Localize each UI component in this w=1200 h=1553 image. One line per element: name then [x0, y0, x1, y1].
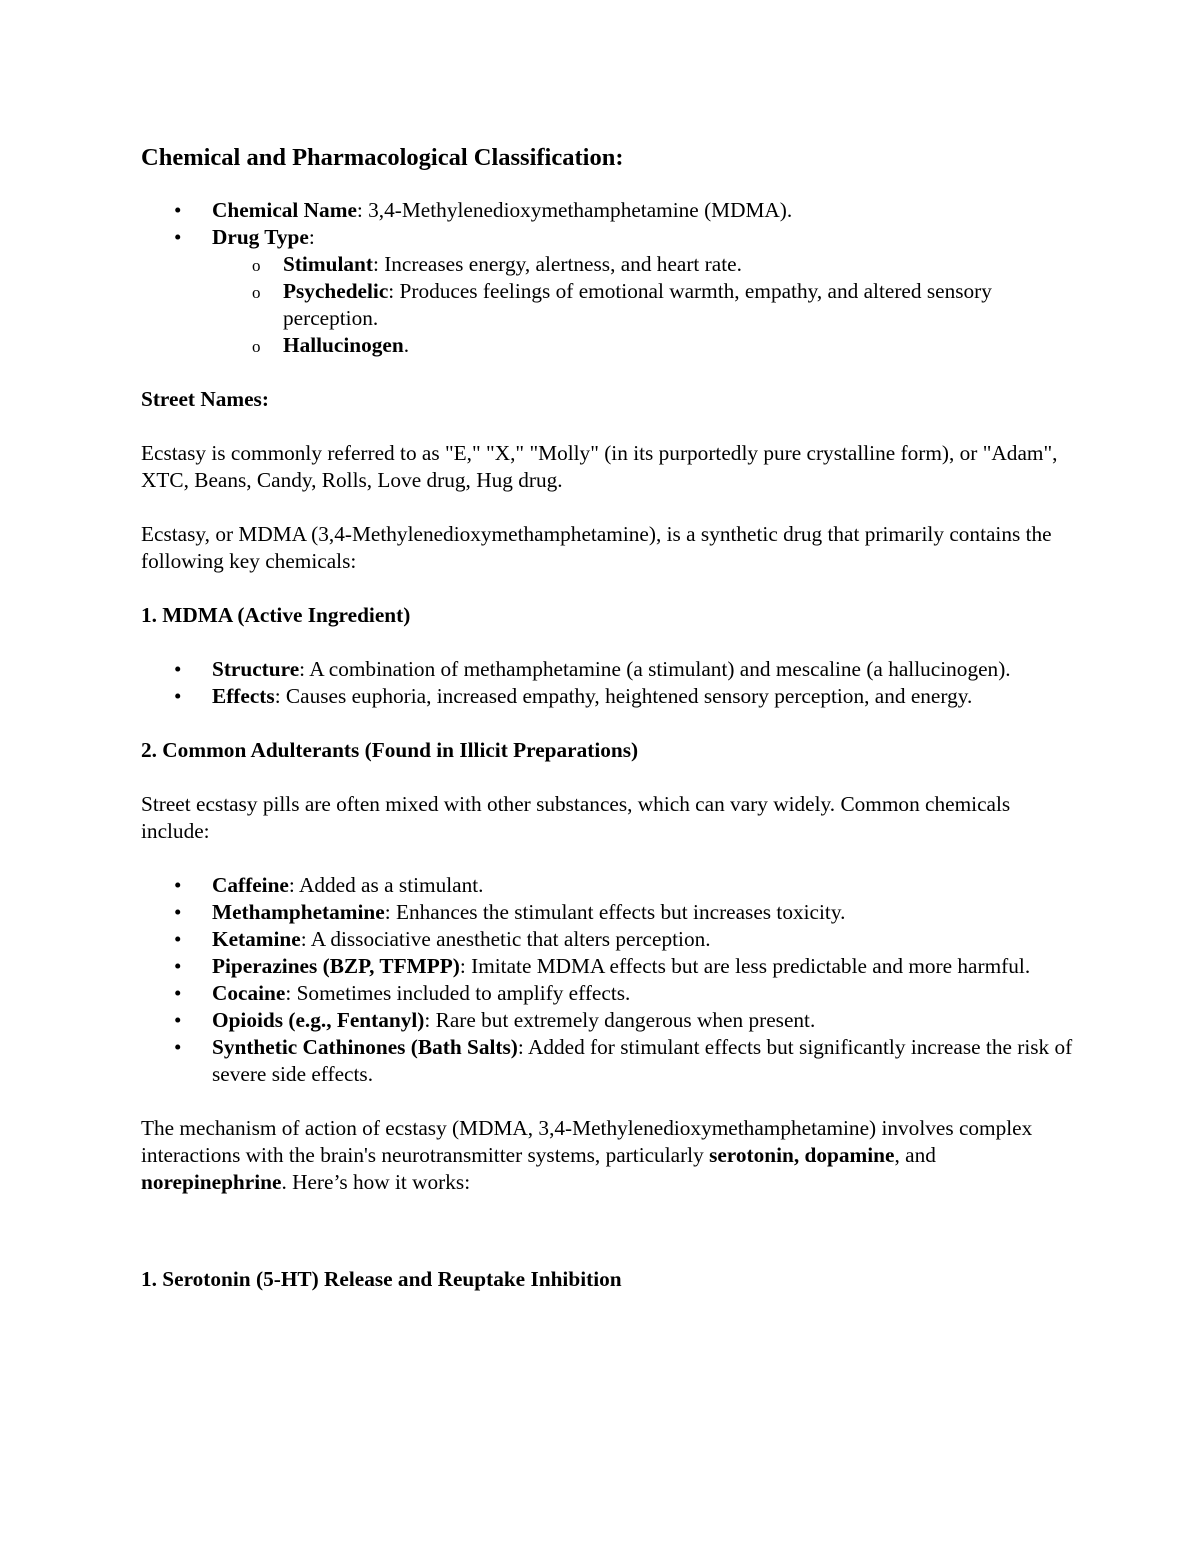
item-label: Caffeine	[212, 873, 289, 897]
drug-type-sublist	[212, 251, 1076, 359]
mdma-list	[141, 656, 1076, 710]
bold-term: dopamine	[804, 1143, 895, 1167]
item-text: :	[308, 225, 315, 249]
item-text: : Rare but extremely dangerous when present.	[424, 1008, 816, 1032]
item-label: Psychedelic	[283, 279, 389, 303]
document-body	[141, 143, 1076, 1293]
adulterants-list	[141, 872, 1076, 1088]
list-item	[141, 1034, 1076, 1088]
item-text: : A combination of methamphetamine (a stimulant) and mescaline (a hallucinogen).	[299, 657, 1011, 681]
item-label: Structure	[212, 657, 300, 681]
section-heading: 1. MDMA (Active Ingredient)	[141, 603, 411, 627]
text-span: , and	[894, 1143, 936, 1167]
item-label: Piperazines (BZP, TFMPP)	[212, 954, 460, 978]
list-item	[141, 872, 1076, 899]
list-item	[141, 899, 1076, 926]
section-heading: 1. Serotonin (5-HT) Release and Reuptake Inhibition	[141, 1267, 622, 1291]
item-text: : Sometimes included to amplify effects.	[285, 981, 631, 1005]
text-span: The mechanism of action of ecstasy (MDMA, 3,4-Methylenedioxymethamphetamine) involves complex interactions with the brain's neurotransmitter systems, particularly	[141, 1116, 1033, 1167]
item-text: : Imitate MDMA effects but are less predictable and more harmful.	[459, 954, 1031, 978]
sublist-item	[212, 251, 1076, 278]
paragraph: Ecstasy, or MDMA (3,4-Methylenedioxymethamphetamine), is a synthetic drug that primarily contains the following key chemicals:	[141, 522, 1052, 573]
paragraph: Street ecstasy pills are often mixed with other substances, which can vary widely. Common chemicals include:	[141, 792, 1011, 843]
item-text: : 3,4-Methylenedioxymethamphetamine (MDMA).	[356, 198, 793, 222]
bold-term: norepinephrine	[141, 1170, 282, 1194]
item-label: Opioids (e.g., Fentanyl)	[212, 1008, 425, 1032]
list-item	[141, 926, 1076, 953]
item-label: Synthetic Cathinones (Bath Salts)	[212, 1035, 518, 1059]
paragraph: Ecstasy is commonly referred to as "E," "X," "Molly" (in its purportedly pure crystalline form), or "Adam", XTC, Beans, Candy, Rolls, Love drug, Hug drug.	[141, 441, 1058, 492]
item-label: Stimulant	[283, 252, 373, 276]
list-item	[141, 1007, 1076, 1034]
list-item	[141, 980, 1076, 1007]
item-text: : Added as a stimulant.	[288, 873, 484, 897]
section-heading: 2. Common Adulterants (Found in Illicit Preparations)	[141, 738, 639, 762]
item-label: Hallucinogen	[283, 333, 404, 357]
item-label: Cocaine	[212, 981, 286, 1005]
item-label: Chemical Name	[212, 198, 357, 222]
item-text: : Produces feelings of emotional warmth, empathy, and altered sensory perception.	[283, 279, 992, 330]
item-label: Drug Type	[212, 225, 309, 249]
mechanism-paragraph	[141, 1115, 1076, 1196]
item-label: Methamphetamine	[212, 900, 385, 924]
sublist-item	[212, 332, 1076, 359]
item-text: : Causes euphoria, increased empathy, heightened sensory perception, and energy.	[274, 684, 973, 708]
list-item	[141, 656, 1076, 683]
classification-list	[141, 197, 1076, 359]
text-span: . Here’s how it works:	[281, 1170, 471, 1194]
bold-term: serotonin,	[709, 1143, 800, 1167]
item-label: Effects	[212, 684, 275, 708]
list-item	[141, 953, 1076, 980]
item-text: : A dissociative anesthetic that alters perception.	[300, 927, 711, 951]
list-item	[141, 683, 1076, 710]
sublist-item	[212, 278, 1076, 332]
item-text: : Increases energy, alertness, and heart rate.	[372, 252, 742, 276]
item-label: Ketamine	[212, 927, 301, 951]
list-item	[141, 224, 1076, 359]
item-text: .	[403, 333, 410, 357]
list-item	[141, 197, 1076, 224]
item-text: : Added for stimulant effects but significantly increase the risk of severe side effects.	[212, 1035, 1073, 1086]
page-title: Chemical and Pharmacological Classification:	[141, 144, 624, 171]
section-heading: Street Names:	[141, 387, 269, 411]
item-text: : Enhances the stimulant effects but increases toxicity.	[384, 900, 846, 924]
